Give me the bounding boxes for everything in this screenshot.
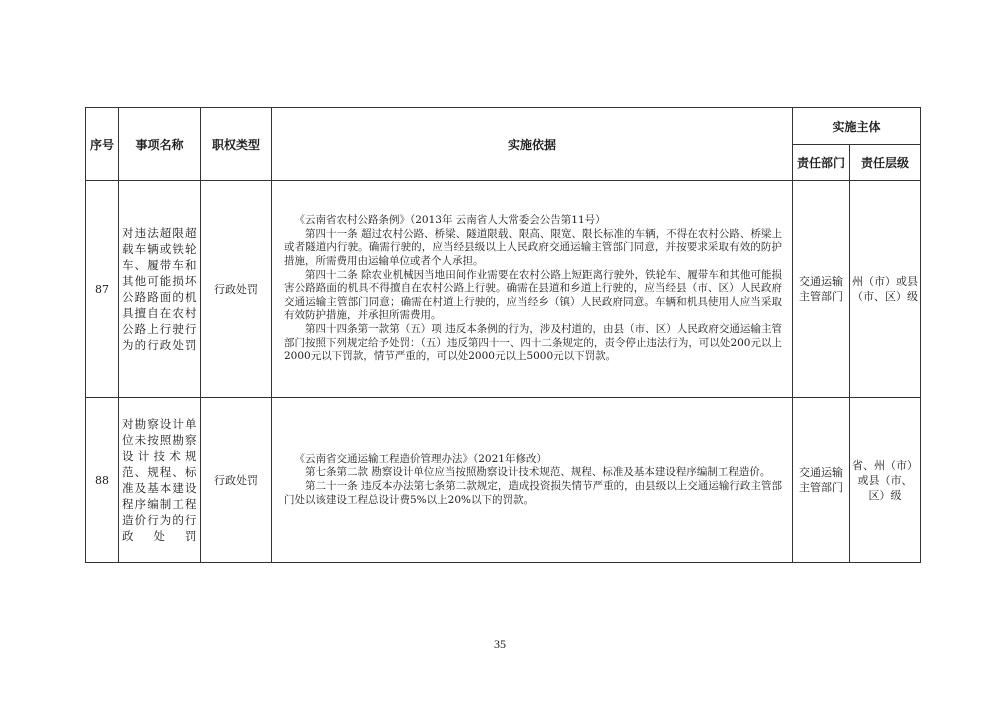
page-number: 35 [494, 637, 506, 651]
basis-article: 第四十四条第一款第（五）项 违反本条例的行为，涉及村道的，由县（市、区）人民政府交通运输主管部门按照下列规定给予处罚：（五）违反第四十一、四十二条规定的，责令停止违法行为，可以处200元以上2000元以下罚款，情节严重的，可以处2000元以上5000元以下罚款。 [284, 322, 782, 363]
basis-article: 第四十一条 超过农村公路、桥梁、隧道限载、限高、限宽、限长标准的车辆，不得在农村公路、桥梁上或者隧道内行驶。确需行驶的，应当经县级以上人民政府交通运输主管部门同意，并按要求采取有效的防护措施，所需费用由运输单位或者个人承担。 [284, 227, 782, 268]
header-name: 事项名称 [119, 108, 201, 181]
header-level: 责任层级 [850, 145, 921, 181]
header-dept: 责任部门 [793, 145, 850, 181]
header-basis: 实施依据 [272, 108, 793, 181]
table-row [86, 181, 921, 398]
basis-source: 《云南省农村公路条例》（2013年 云南省人大常委会公告第11号） [294, 214, 606, 227]
row-name: 对勘察设计单位未按照勘察设计技术规范、规程、标准及基本建设程序编制工程造价行为的行政处罚 [119, 398, 201, 563]
row-type: 行政处罚 [201, 398, 272, 563]
row-dept: 交通运输主管部门 [793, 181, 850, 398]
row-type: 行政处罚 [201, 181, 272, 398]
row-seq: 87 [86, 181, 119, 398]
header-seq: 序号 [86, 108, 119, 181]
row-level: 省、州（市）或县（市、区）级 [850, 398, 921, 563]
basis-article: 第四十二条 除农业机械因当地田间作业需要在农村公路上短距离行驶外，铁轮车、履带车和其他可能损害公路路面的机具不得擅自在农村公路上行驶。确需在县道和乡道上行驶的，应当经县（市、区）人民政府交通运输主管部门同意；确需在村道上行驶的，应当经乡（镇）人民政府同意。车辆和机具使用人应当采取有效防护措施，并承担所需费用。 [284, 268, 782, 322]
basis-article: 第七条第二款 勘察设计单位应当按照勘察设计技术规范、规程、标准及基本建设程序编制工程造价。 [305, 466, 771, 479]
row-basis [272, 398, 793, 563]
header-type: 职权类型 [201, 108, 272, 181]
basis-source: 《云南省交通运输工程造价管理办法》（2021年修改） [294, 452, 547, 465]
row-name: 对违法超限超载车辆或铁轮车、履带车和其他可能损坏公路路面的机具擅自在农村公路上行驶行为的行政处罚 [119, 181, 201, 398]
row-seq: 88 [86, 398, 119, 563]
table-container [85, 107, 920, 563]
basis-article: 第二十一条 违反本办法第七条第二款规定，造成投资损失情节严重的，由县级以上交通运输行政主管部门处以该建设工程总设计费5%以上20%以下的罚款。 [284, 480, 782, 506]
matters-table [85, 107, 921, 563]
row-level: 州（市）或县（市、区）级 [850, 181, 921, 398]
table-row [86, 398, 921, 563]
row-basis [272, 181, 793, 398]
row-dept: 交通运输主管部门 [793, 398, 850, 563]
header-subject: 实施主体 [793, 108, 921, 145]
